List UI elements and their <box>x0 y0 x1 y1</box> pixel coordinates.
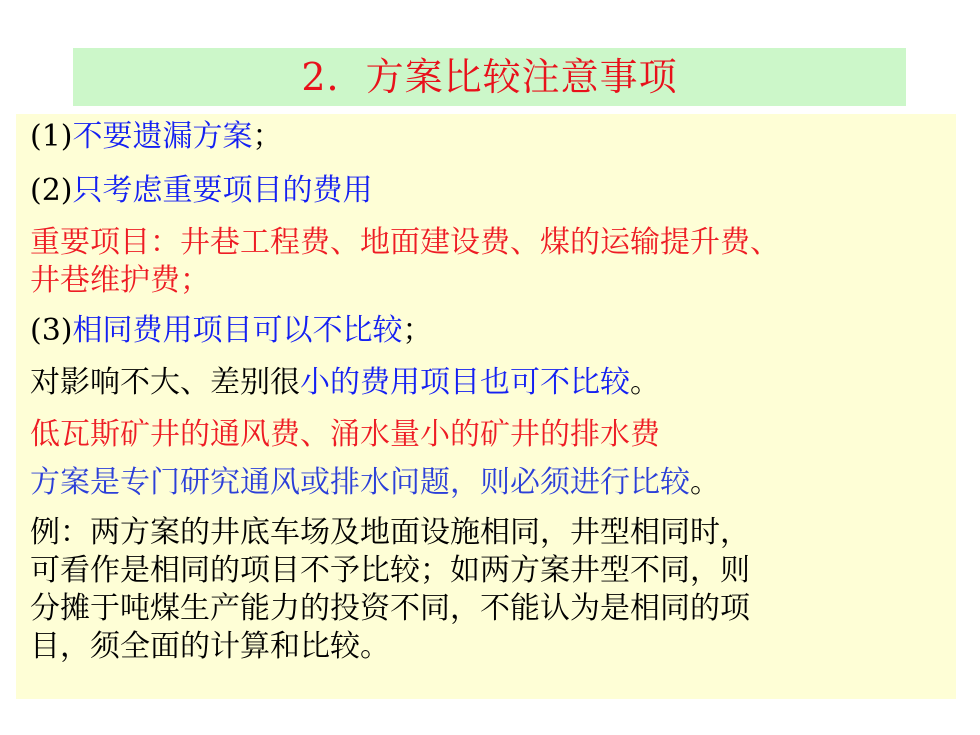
line-2-seg-2: 只考虑重要项目的费用 <box>72 173 373 208</box>
line-1-seg-3: ； <box>252 119 283 154</box>
line-11-seg-1: 分摊于吨煤生产能力的投资不同，不能认为是相同的项 <box>30 591 750 626</box>
line-6-seg-3: 。 <box>630 365 660 400</box>
line-9-seg-1: 例：两方案的井底车场及地面设施相同，井型相同时， <box>30 515 750 550</box>
title-bar <box>73 48 906 106</box>
line-8-seg-2: 。 <box>690 465 720 500</box>
line-7 <box>30 418 660 452</box>
line-12 <box>30 630 390 664</box>
line-2 <box>30 174 373 208</box>
line-5 <box>30 314 433 348</box>
line-7-seg-1: 低瓦斯矿井的通风费、涌水量小的矿井的排水费 <box>30 417 660 452</box>
line-6-seg-2: 小的费用项目也可不比较 <box>300 365 630 400</box>
line-1 <box>30 120 283 154</box>
line-5-seg-1: (3) <box>30 313 73 348</box>
line-5-seg-3: ； <box>402 313 433 348</box>
line-8-seg-1: 方案是专门研究通风或排水问题，则必须进行比较 <box>30 465 690 500</box>
line-4 <box>30 264 210 298</box>
content-box <box>16 114 956 699</box>
line-4-seg-1: 井巷维护费； <box>30 263 210 298</box>
line-1-seg-1: (1) <box>30 119 73 154</box>
line-12-seg-1: 目，须全面的计算和比较。 <box>30 629 390 664</box>
line-6 <box>30 366 660 400</box>
line-3 <box>30 226 780 260</box>
line-6-seg-1: 对影响不大、差别很 <box>30 365 300 400</box>
line-8 <box>30 466 720 500</box>
line-3-seg-1: 重要项目：井巷工程费、地面建设费、煤的运输提升费、 <box>30 225 780 260</box>
line-5-seg-2: 相同费用项目可以不比较 <box>72 313 403 348</box>
line-10-seg-1: 可看作是相同的项目不予比较；如两方案井型不同，则 <box>30 553 750 588</box>
line-9 <box>30 516 750 550</box>
line-1-seg-2: 不要遗漏方案 <box>72 119 253 154</box>
line-2-seg-1: (2) <box>30 173 73 208</box>
line-11 <box>30 592 750 626</box>
line-10 <box>30 554 750 588</box>
slide-title: 2．方案比较注意事项 <box>301 55 678 99</box>
